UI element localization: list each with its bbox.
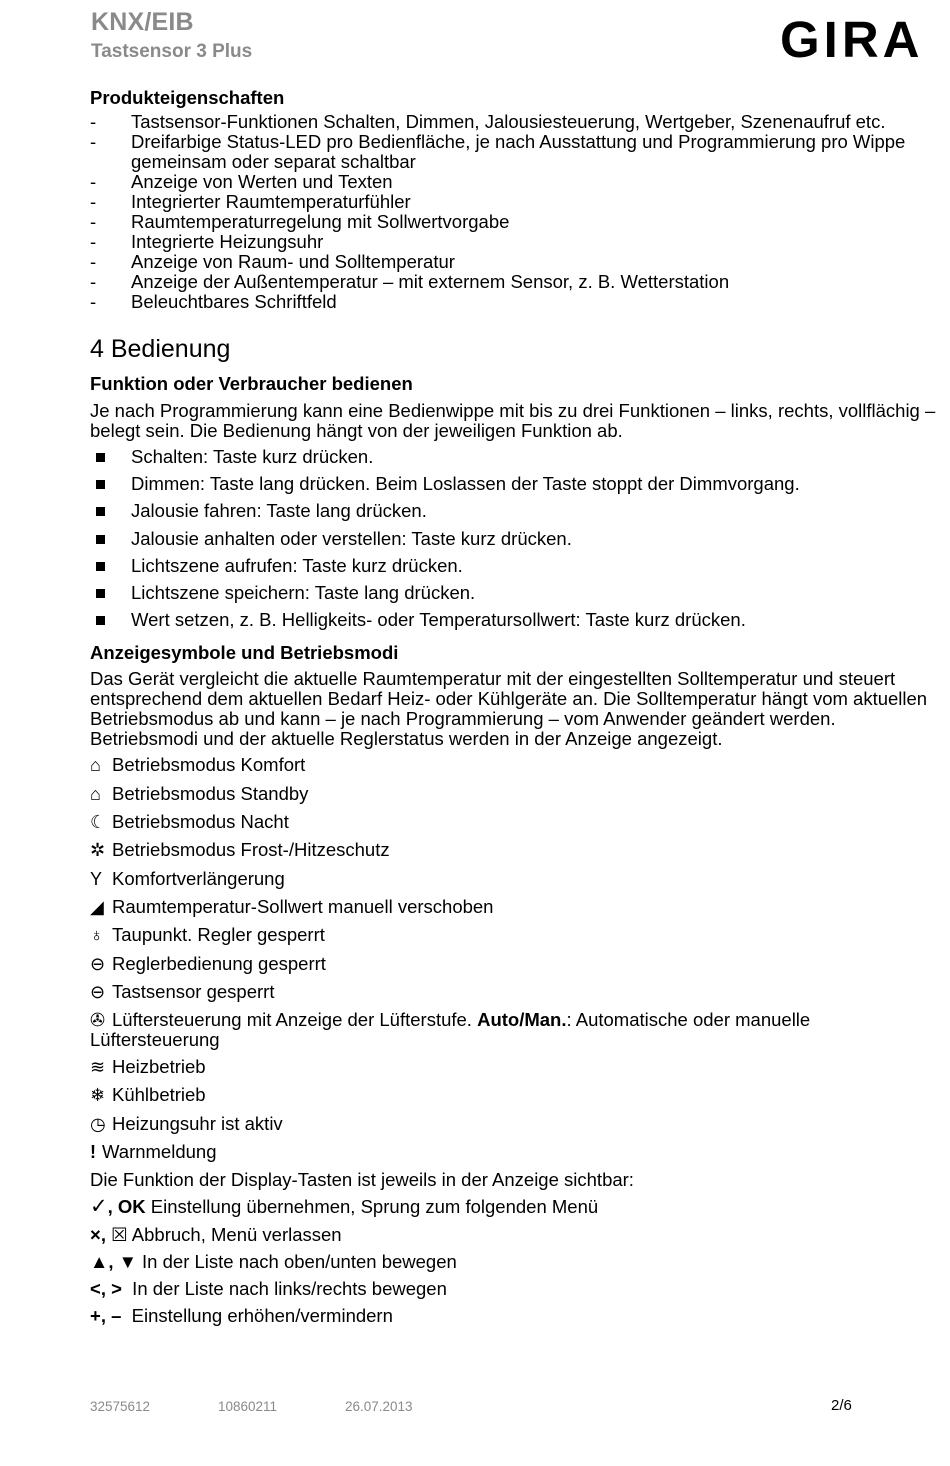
page-number: 2/6 [831, 1397, 852, 1414]
list-item: ! Warnmeldung [90, 1138, 938, 1166]
controller-lock-icon: ⊖ [90, 953, 106, 974]
footer-doc-number: 32575612 [90, 1399, 151, 1414]
list-item: ⊖ Tastsensor gesperrt [90, 978, 938, 1006]
list-item: Wert setzen, z. B. Helligkeits- oder Temperatursollwert: Taste kurz drücken. [90, 606, 938, 633]
clock-icon: ◷ [90, 1113, 106, 1134]
list-item: Lichtszene aufrufen: Taste kurz drücken. [90, 552, 938, 579]
list-item: - Anzeige der Außentemperatur – mit externem Sensor, z. B. Wetterstation [90, 271, 730, 292]
list-item: - Beleuchtbares Schriftfeld [90, 291, 337, 312]
frost-heat-icon: ✲ [90, 840, 106, 861]
sensor-lock-icon: ⊖ [90, 981, 106, 1002]
list-item: ☾ Betriebsmodus Nacht [90, 808, 938, 836]
anzeige-intro: Das Gerät vergleicht die aktuelle Raumtemperatur mit der eingestellten Solltemperatur und steuert entsprechend dem aktuellen Bedarf Heiz- oder Kühlgeräte an. Die Solltemperatur hängt vom aktuellen Betriebsmodus ab und kann – je nach Programmierung – vom Anwender geändert werden. Betriebsmodi und der aktuelle Reglerstatus werden in der Anzeige angezeigt. [90, 668, 928, 750]
list-item: Dimmen: Taste lang drücken. Beim Loslassen der Taste stoppt der Dimmvorgang. [90, 470, 938, 497]
header-title: KNX/EIB [91, 8, 194, 36]
symbol-list [90, 751, 938, 1166]
list-item: - Integrierter Raumtemperaturfühler [90, 191, 411, 212]
list-item: ❄ Kühlbetrieb [90, 1081, 938, 1109]
chapter-heading: 4 Bedienung [90, 335, 231, 363]
bedienung-intro: Je nach Programmierung kann eine Bedienwippe mit bis zu drei Funktionen – links, rechts, vollflächig – belegt sein. Die Bedienung hängt von der jeweiligen Funktion ab. [90, 400, 936, 441]
moon-icon: ☾ [90, 812, 107, 833]
cancel-x-icon: × [90, 1223, 101, 1245]
plus-minus-icon: + [90, 1305, 101, 1327]
list-item: <, > In der Liste nach links/rechts bewegen [90, 1278, 447, 1300]
list-item: Schalten: Taste kurz drücken. [90, 443, 938, 470]
standby-house-icon: ⌂ [90, 783, 101, 804]
list-item: ⌂ Betriebsmodus Standby [90, 780, 938, 808]
up-down-arrows-icon: ▲ [90, 1250, 109, 1272]
brand-logo: GIRA [780, 11, 924, 68]
list-item: ✇ Lüftersteuerung mit Anzeige der Lüfterstufe. Auto/Man.: Automatische oder manuelle Lüftersteuerung [90, 1009, 811, 1051]
list-item: - Anzeige von Raum- und Solltemperatur [90, 251, 455, 272]
list-item: - Integrierte Heizungsuhr [90, 231, 324, 252]
dewpoint-drops-icon: ♁ [90, 925, 104, 946]
list-item: ◷ Heizungsuhr ist aktiv [90, 1110, 938, 1138]
keys-intro: Die Funktion der Display-Tasten ist jeweils in der Anzeige sichtbar: [90, 1169, 634, 1191]
cocktail-glass-icon: Y [90, 868, 103, 889]
list-item: +, – Einstellung erhöhen/vermindern [90, 1305, 393, 1327]
list-item: ♁ Taupunkt. Regler gesperrt [90, 921, 938, 949]
list-item: ✲ Betriebsmodus Frost-/Hitzeschutz [90, 836, 938, 864]
page-content [90, 86, 938, 1330]
list-item: - Raumtemperaturregelung mit Sollwertvorgabe [90, 211, 510, 232]
list-item: Lichtszene speichern: Taste lang drücken. [90, 579, 938, 606]
section-heading-anzeigesymbole: Anzeigesymbole und Betriebsmodi [90, 642, 399, 664]
section-heading-produkteigenschaften: Produkteigenschaften [90, 87, 285, 108]
section-heading-funktion: Funktion oder Verbraucher bedienen [90, 373, 413, 394]
list-item: ≋ Heizbetrieb [90, 1053, 938, 1081]
display-keys-list [90, 1193, 938, 1329]
list-item: Jalousie fahren: Taste lang drücken. [90, 497, 938, 524]
footer-code: 10860211 [218, 1399, 278, 1414]
header-subtitle: Tastsensor 3 Plus [91, 41, 253, 62]
list-item: ◢ Raumtemperatur-Sollwert manuell verschoben [90, 893, 938, 921]
footer-date: 26.07.2013 [345, 1399, 413, 1414]
list-item: - Anzeige von Werten und Texten [90, 171, 393, 192]
list-item: ▲, ▼ In der Liste nach oben/unten bewegen [90, 1250, 457, 1272]
list-item: ×, ☒ Abbruch, Menü verlassen [90, 1223, 342, 1245]
checkmark-icon: ✓ [90, 1195, 108, 1219]
fan-icon: ✇ [90, 1010, 106, 1031]
list-item: Jalousie anhalten oder verstellen: Taste kurz drücken. [90, 525, 938, 552]
left-right-icon: < [90, 1278, 101, 1300]
heating-icon: ≋ [90, 1057, 106, 1078]
operation-list [90, 443, 938, 633]
snowflake-icon: ❄ [90, 1085, 106, 1106]
list-item: - Dreifarbige Status-LED pro Bedienfläche, je nach Ausstattung und Programmierung pro Wippe gemeinsam oder separat schaltbar [90, 131, 906, 172]
list-item: ✓, OK Einstellung übernehmen, Sprung zum folgenden Menü [90, 1195, 599, 1219]
comfort-house-icon: ⌂ [90, 755, 101, 776]
setpoint-shift-icon: ◢ [90, 896, 104, 917]
list-item: Y Komfortverlängerung [90, 865, 938, 893]
list-item: - Tastsensor-Funktionen Schalten, Dimmen, Jalousiesteuerung, Wertgeber, Szenenaufruf etc. [90, 111, 886, 132]
warning-icon: ! [90, 1141, 96, 1162]
list-item: ⊖ Reglerbedienung gesperrt [90, 950, 938, 978]
list-item: ⌂ Betriebsmodus Komfort [90, 751, 938, 779]
feature-list [90, 112, 938, 312]
